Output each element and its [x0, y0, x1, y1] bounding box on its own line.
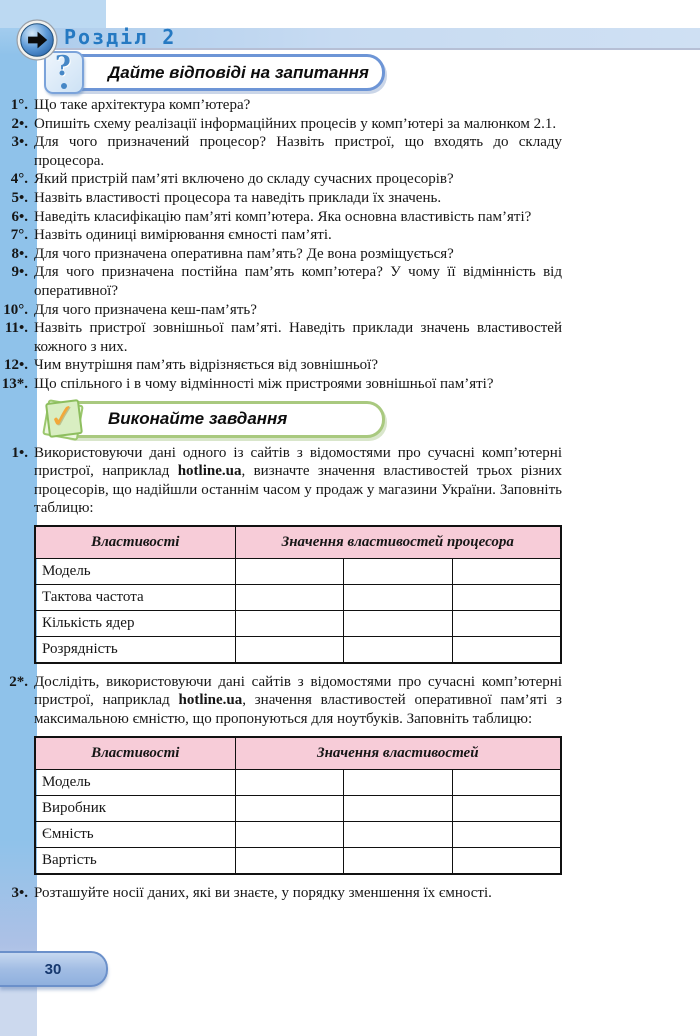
task-item	[0, 884, 562, 903]
empty-value-cell	[452, 795, 561, 821]
empty-value-cell	[235, 847, 344, 874]
question-item	[0, 245, 562, 264]
question-item	[0, 208, 562, 227]
property-label-cell: Модель	[35, 558, 235, 584]
table-row	[35, 769, 561, 795]
task-text: Дослідіть, використовуючи дані сайтів з відомостями про сучасні комп’ютерні пристрої, наприклад	[34, 673, 562, 709]
empty-value-cell	[235, 795, 344, 821]
fill-in-table	[34, 525, 562, 664]
question-text: Назвіть пристрої зовнішньої пам’яті. Наведіть приклади значень властивостей кожного з них.	[34, 320, 562, 355]
question-number: 5•.	[11, 189, 28, 206]
empty-value-cell	[235, 584, 344, 610]
question-text: Чим внутрішня пам’ять відрізняється від зовнішньої?	[34, 357, 379, 374]
task-text: , значення властивостей оперативної пам’яті з максимальною ємністю, що пропонуються для ноутбуків. Заповніть таблицю:	[34, 692, 562, 728]
table-header-cell: Властивості	[35, 737, 235, 770]
question-number: 10°.	[3, 301, 28, 318]
task-text: hotline.ua	[177, 463, 242, 480]
table-header-row	[35, 526, 561, 559]
table-row	[35, 558, 561, 584]
question-item	[0, 115, 562, 134]
tasks-banner-row	[42, 395, 387, 444]
task-item	[0, 444, 562, 664]
checkmark-icon: ✓	[42, 396, 86, 442]
empty-value-cell	[452, 584, 561, 610]
question-mark-icon: ?	[42, 49, 86, 95]
page-number-badge	[0, 951, 108, 987]
question-number: 12•.	[3, 357, 28, 374]
empty-value-cell	[235, 558, 344, 584]
property-label-cell: Кількість ядер	[35, 610, 235, 636]
question-number: 7°.	[10, 227, 28, 244]
table-row	[35, 847, 561, 874]
empty-value-cell	[452, 821, 561, 847]
question-text: Для чого призначена кеш-пам’ять?	[34, 301, 257, 318]
empty-value-cell	[344, 610, 453, 636]
question-number: 2•.	[11, 115, 28, 132]
question-item	[0, 375, 562, 394]
task-text: , визначте значення властивостей трьох різних процесорів, що надійшли останнім часом у продаж у магазини України. Заповніть таблицю:	[34, 463, 562, 517]
questions-banner-row	[42, 51, 387, 97]
empty-value-cell	[235, 821, 344, 847]
empty-value-cell	[452, 610, 561, 636]
task-number: 3•.	[11, 884, 28, 901]
question-item	[0, 301, 562, 320]
property-label-cell: Ємність	[35, 821, 235, 847]
task-item	[0, 673, 562, 875]
question-number: 8•.	[11, 245, 28, 262]
question-item	[0, 263, 562, 300]
question-text: Що спільного і в чому відмінності між пристроями зовнішньої пам’яті?	[34, 375, 494, 392]
table-header-cell: Значення властивостей процесора	[235, 526, 561, 559]
property-label-cell: Тактова частота	[35, 584, 235, 610]
question-item	[0, 356, 562, 375]
empty-value-cell	[235, 769, 344, 795]
task-number: 1•.	[11, 444, 28, 461]
question-number: 13*.	[1, 375, 28, 392]
question-text: Що таке архітектура комп’ютера?	[34, 97, 251, 113]
empty-value-cell	[344, 636, 453, 663]
question-item	[0, 170, 562, 189]
empty-value-cell	[344, 847, 453, 874]
question-number: 6•.	[11, 208, 28, 225]
question-number: 3•.	[11, 134, 28, 151]
task-list	[0, 444, 562, 903]
property-label-cell: Виробник	[35, 795, 235, 821]
question-text: Наведіть класифікацію пам’яті комп’ютера. Яка основна властивість пам’яті?	[34, 208, 532, 225]
property-label-cell: Вартість	[35, 847, 235, 874]
question-text: Який пристрій пам’яті включено до складу сучасних процесорів?	[34, 171, 454, 188]
question-item	[0, 133, 562, 170]
question-text: Для чого призначена оперативна пам’ять? Де вона розміщується?	[34, 245, 454, 262]
question-number: 9•.	[11, 264, 28, 281]
task-text: Розташуйте носії даних, які ви знаєте, у порядку зменшення їх ємності.	[34, 884, 492, 901]
empty-value-cell	[235, 636, 344, 663]
table-row	[35, 610, 561, 636]
question-number: 1°.	[10, 97, 28, 113]
table-row	[35, 821, 561, 847]
fill-in-table	[34, 736, 562, 875]
question-text: Для чого призначена постійна пам’ять комп’ютера? У чому її відмінність від оперативної?	[34, 264, 562, 299]
empty-value-cell	[235, 610, 344, 636]
table-header-row	[35, 737, 561, 770]
question-text: Для чого призначений процесор? Назвіть пристрої, що входять до складу процесора.	[34, 134, 562, 169]
page-number: 30	[44, 960, 62, 978]
empty-value-cell	[452, 636, 561, 663]
chapter-title: Розділ 2	[64, 25, 177, 49]
table-row	[35, 795, 561, 821]
tasks-banner-label: Виконайте завдання	[108, 409, 288, 428]
questions-banner-label: Дайте відповіді на запитання	[108, 62, 369, 82]
empty-value-cell	[452, 769, 561, 795]
question-number: 11•.	[4, 320, 28, 337]
question-text: Опишіть схему реалізації інформаційних процесів у комп’ютері за малюнком 2.1.	[34, 115, 557, 132]
arrow-right-icon	[16, 19, 58, 61]
question-number: 4°.	[10, 171, 28, 188]
table-header-cell: Значення властивостей	[235, 737, 561, 770]
table-row	[35, 584, 561, 610]
empty-value-cell	[344, 769, 453, 795]
table-row	[35, 636, 561, 663]
question-list	[0, 96, 562, 394]
question-item	[0, 96, 562, 115]
property-label-cell: Модель	[35, 769, 235, 795]
empty-value-cell	[452, 558, 561, 584]
question-item	[0, 189, 562, 208]
question-item	[0, 226, 562, 245]
empty-value-cell	[452, 847, 561, 874]
tasks-banner	[59, 401, 385, 438]
task-text: Використовуючи дані одного із сайтів з відомостями про сучасні комп’ютерні пристрої, наприклад	[34, 444, 562, 480]
empty-value-cell	[344, 558, 453, 584]
questions-banner	[59, 54, 385, 91]
empty-value-cell	[344, 821, 453, 847]
task-text: hotline.ua	[178, 692, 243, 709]
property-label-cell: Розрядність	[35, 636, 235, 663]
empty-value-cell	[344, 584, 453, 610]
question-item	[0, 319, 562, 356]
table-header-cell: Властивості	[35, 526, 235, 559]
question-text: Назвіть одиниці вимірювання ємності пам’яті.	[34, 227, 332, 244]
empty-value-cell	[344, 795, 453, 821]
question-text: Назвіть властивості процесора та наведіть приклади їх значень.	[34, 189, 442, 206]
task-number: 2*.	[9, 673, 28, 690]
